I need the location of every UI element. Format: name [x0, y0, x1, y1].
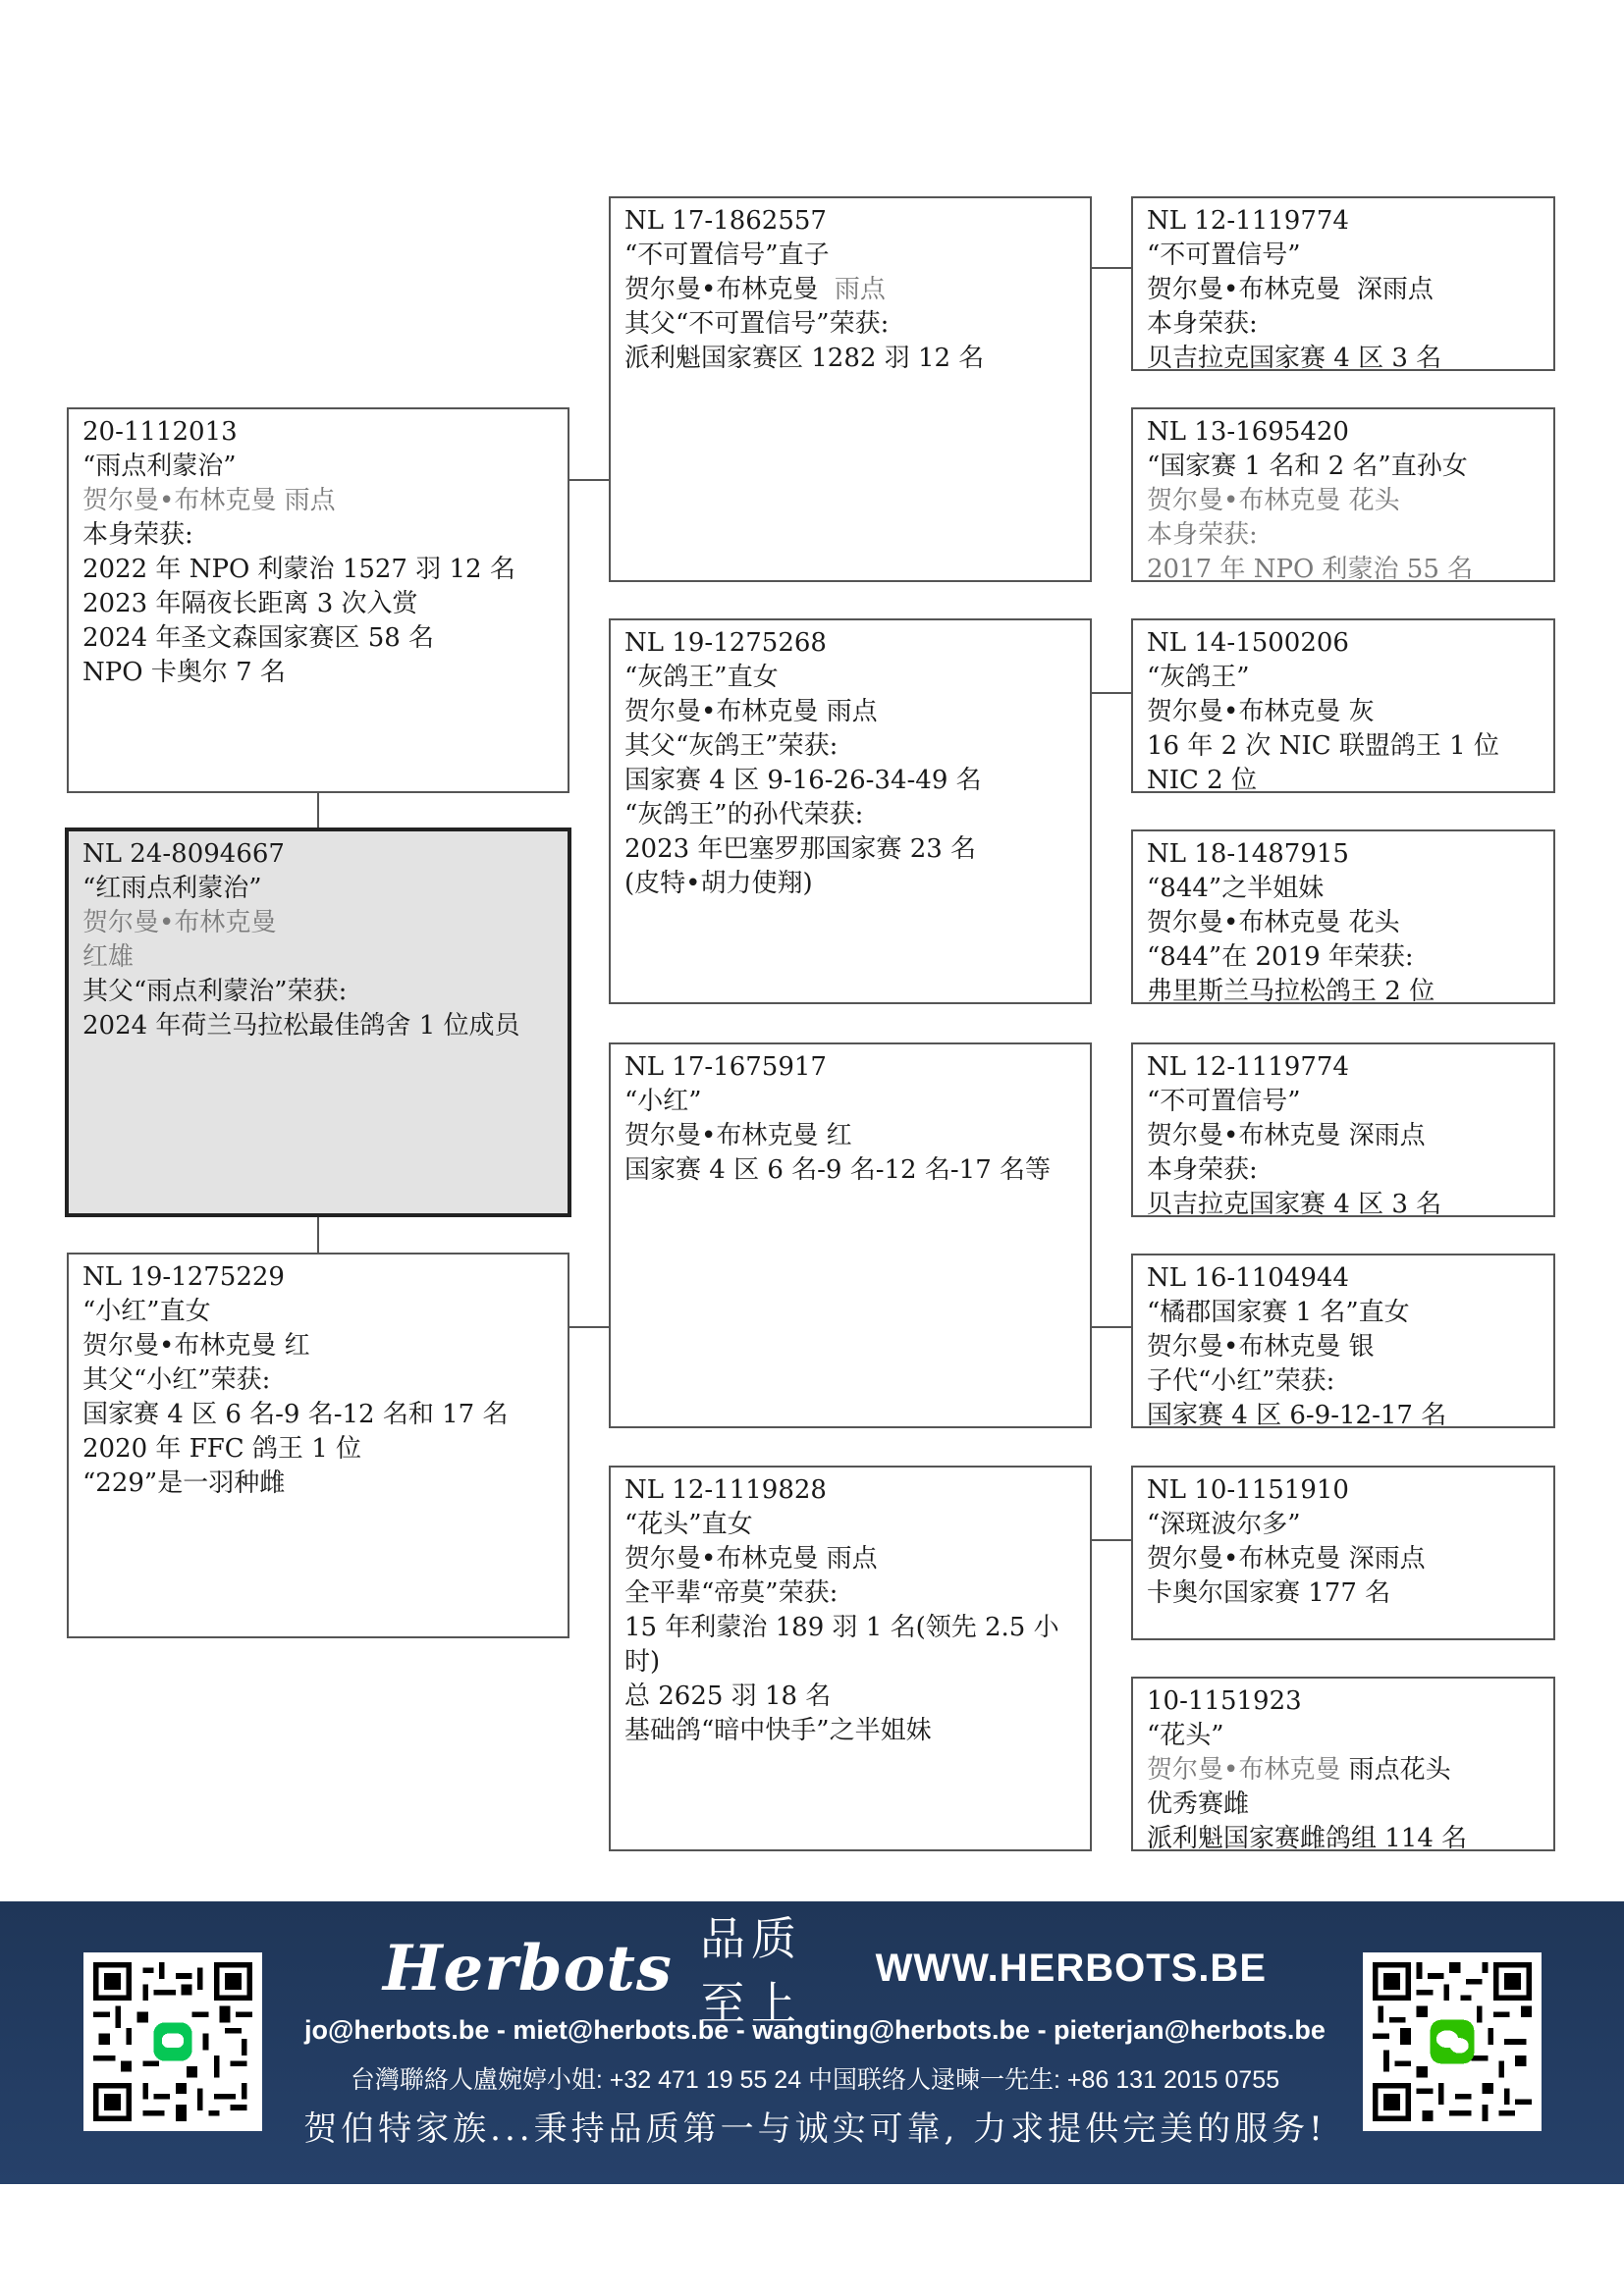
breeder: 贺尔曼•布林克曼	[624, 275, 819, 304]
achievement-line: NPO 卡奥尔 7 名	[82, 658, 286, 687]
ring-number: NL 19-1275229	[82, 1262, 285, 1292]
ring-number: NL 17-1862557	[624, 206, 827, 236]
achievement-line: 2024 年荷兰马拉松最佳鸽舍 1 位成员	[82, 1011, 520, 1041]
pigeon-name: “花头”直女	[624, 1510, 753, 1539]
breeder: 贺尔曼•布林克曼	[1147, 1544, 1341, 1574]
contact-phones: 台灣聯絡人盧婉婷小姐: +32 471 19 55 24 中国联络人逯暕一先生: +86 131 2015 0755	[350, 2066, 1280, 2094]
color: 红	[826, 1121, 852, 1150]
connector-gen3-2	[1092, 692, 1131, 694]
breeder-line	[1147, 1753, 1540, 1788]
breeder-line	[82, 484, 554, 518]
breeder: 贺尔曼•布林克曼	[624, 1121, 819, 1150]
connector-sire-gen3	[569, 479, 609, 481]
connector-gen3-1	[1092, 267, 1131, 269]
color: 红	[284, 1331, 310, 1361]
achievement-line: 全平辈“帝莫”荣获:	[624, 1578, 839, 1608]
breeder: 贺尔曼•布林克曼	[1147, 275, 1341, 304]
pedigree-ggp-card-4	[1131, 829, 1555, 1004]
breeder: 贺尔曼•布林克曼	[82, 1331, 277, 1361]
breeder: 贺尔曼•布林克曼	[1147, 486, 1341, 515]
breeder: 贺尔曼•布林克曼	[624, 697, 819, 726]
achievement-line: 本身荣获:	[82, 520, 193, 550]
color: 雨点	[826, 697, 878, 726]
pigeon-name: “花头”	[1147, 1721, 1224, 1750]
website-link[interactable]: WWW.HERBOTS.BE	[875, 1946, 1267, 1990]
pigeon-name: “国家赛 1 名和 2 名”直孙女	[1147, 452, 1468, 481]
breeder: 贺尔曼•布林克曼	[1147, 1121, 1341, 1150]
color: 银	[1348, 1332, 1375, 1362]
ring-number: NL 16-1104944	[1147, 1263, 1349, 1293]
ring-number: NL 12-1119774	[1147, 206, 1349, 236]
qr-code-icon	[1373, 1962, 1532, 2121]
breeder: 贺尔曼•布林克曼	[1147, 908, 1341, 937]
breeder: 贺尔曼•布林克曼	[82, 908, 277, 937]
pedigree-sire-dam-card	[609, 618, 1092, 1004]
breeder: 贺尔曼•布林克曼	[82, 486, 277, 515]
qr-code-icon	[93, 1962, 252, 2121]
achievement-line: NIC 2 位	[1147, 766, 1257, 793]
color: 灰	[1348, 697, 1375, 726]
pedigree-ggp-card-6	[1131, 1254, 1555, 1428]
achievement-line: 2023 年巴塞罗那国家赛 23 名	[624, 834, 977, 864]
breeder-line	[624, 695, 1076, 729]
pedigree-dam-card	[67, 1253, 569, 1638]
pedigree-ggp-card-8	[1131, 1677, 1555, 1851]
ring-number: NL 19-1275268	[624, 628, 827, 658]
brand-row	[383, 1912, 1267, 2030]
color: 花头	[1348, 486, 1400, 515]
breeder-line	[1147, 484, 1540, 518]
ring-number: NL 12-1119828	[624, 1475, 827, 1505]
breeder-line	[1147, 1542, 1540, 1576]
breeder-line	[1147, 906, 1540, 940]
achievement-line: 国家赛 4 区 6 名-9 名-12 名和 17 名	[82, 1400, 509, 1429]
pedigree-sire-card	[67, 407, 569, 793]
achievement-line: 贝吉拉克国家赛 4 区 3 名	[1147, 1190, 1442, 1217]
achievement-line: 2017 年 NPO 利蒙治 55 名	[1147, 555, 1474, 582]
ring-number: NL 14-1500206	[1147, 628, 1349, 658]
achievement-line: 优秀赛雌	[1147, 1789, 1250, 1819]
connector-sire-subject	[317, 793, 319, 830]
pedigree-ggp-card-2	[1131, 407, 1555, 582]
breeder-line	[1147, 695, 1540, 729]
achievement-line: “灰鸽王”的孙代荣获:	[624, 800, 864, 829]
pedigree-subject-card	[65, 828, 571, 1217]
pigeon-name: “小红”	[624, 1087, 702, 1116]
achievement-line: 其父“小红”荣获:	[82, 1365, 271, 1395]
pedigree-dam-dam-card	[609, 1466, 1092, 1851]
breeder-line	[1147, 273, 1540, 307]
achievement-line: 本身荣获:	[1147, 520, 1258, 550]
color: 雨点	[826, 1544, 878, 1574]
wechat-qr-code[interactable]	[1363, 1952, 1542, 2131]
breeder: 贺尔曼•布林克曼	[1147, 697, 1341, 726]
pigeon-name: “不可置信号”	[1147, 240, 1301, 270]
pigeon-name: “小红”直女	[82, 1297, 211, 1326]
achievement-line: 2024 年圣文森国家赛区 58 名	[82, 623, 435, 653]
pigeon-name: “不可置信号”	[1147, 1087, 1301, 1116]
breeder-line	[624, 1119, 1076, 1153]
ring-number: NL 12-1119774	[1147, 1052, 1349, 1082]
achievement-line: 2022 年 NPO 利蒙治 1527 羽 12 名	[82, 555, 515, 584]
pedigree-ggp-card-5	[1131, 1042, 1555, 1217]
achievement-line: 弗里斯兰马拉松鸽王 2 位	[1147, 977, 1435, 1004]
herbots-logo: Herbots	[383, 1931, 673, 2005]
connector-dam-gen3	[569, 1326, 609, 1328]
color: 深雨点	[1356, 275, 1434, 304]
achievement-line: 国家赛 4 区 6-9-12-17 名	[1147, 1401, 1447, 1428]
color: 深雨点	[1348, 1121, 1426, 1150]
achievement-line: (皮特•胡力使翔)	[624, 869, 813, 898]
color: 雨点	[834, 275, 886, 304]
breeder-line	[624, 273, 1076, 307]
breeder-line	[624, 1542, 1076, 1576]
breeder-line	[1147, 1119, 1540, 1153]
slogan: 品质至上	[699, 1912, 802, 2030]
breeder: 贺尔曼•布林克曼	[1147, 1755, 1341, 1785]
ring-number: 10-1151923	[1147, 1686, 1302, 1716]
achievement-line: 2023 年隔夜长距离 3 次入赏	[82, 589, 418, 618]
pigeon-name: “844”之半姐妹	[1147, 874, 1325, 903]
pigeon-name: “橘郡国家赛 1 名”直女	[1147, 1298, 1410, 1327]
achievement-line: 派利魁国家赛雌鸽组 114 名	[1147, 1824, 1468, 1851]
ring-number: NL 10-1151910	[1147, 1475, 1349, 1505]
achievement-line: “229”是一羽种雌	[82, 1468, 286, 1498]
achievement-line: 本身荣获:	[1147, 309, 1258, 339]
ring-number: NL 13-1695420	[1147, 417, 1349, 447]
pigeon-name: “灰鸽王”	[1147, 663, 1250, 692]
color: 雨点花头	[1348, 1755, 1451, 1785]
breeder-line	[1147, 1330, 1540, 1364]
pedigree-dam-sire-card	[609, 1042, 1092, 1428]
achievement-line: 子代“小红”荣获:	[1147, 1366, 1335, 1396]
achievement-line: 派利魁国家赛区 1282 羽 12 名	[624, 344, 985, 373]
achievement-line: 贝吉拉克国家赛 4 区 3 名	[1147, 344, 1442, 371]
pedigree-ggp-card-1	[1131, 196, 1555, 371]
achievement-line: 其父“灰鸽王”荣获:	[624, 731, 839, 761]
pedigree-sire-sire-card	[609, 196, 1092, 582]
footer-tagline: 贺伯特家族...秉持品质第一与诚实可靠, 力求提供完美的服务!	[303, 2109, 1326, 2149]
achievement-line: 国家赛 4 区 9-16-26-34-49 名	[624, 766, 982, 795]
achievement-line: 其父“不可置信号”荣获:	[624, 309, 890, 339]
achievement-line: 总 2625 羽 18 名	[624, 1682, 832, 1711]
email-list[interactable]: jo@herbots.be - miet@herbots.be - wangting@herbots.be - pieterjan@herbots.be	[304, 2015, 1326, 2045]
achievement-line: 2020 年 FFC 鸽王 1 位	[82, 1434, 362, 1464]
achievement-line: 其父“雨点利蒙治”荣获:	[82, 977, 348, 1006]
ring-number: 20-1112013	[82, 417, 238, 447]
color: 红雄	[82, 942, 135, 972]
color: 雨点	[284, 486, 336, 515]
ring-number: NL 18-1487915	[1147, 839, 1349, 869]
pigeon-name: “灰鸽王”直女	[624, 663, 779, 692]
connector-subject-dam	[317, 1217, 319, 1255]
ring-number: NL 17-1675917	[624, 1052, 827, 1082]
achievement-line: 基础鸽“暗中快手”之半姐妹	[624, 1716, 932, 1745]
achievement-line: 国家赛 4 区 6 名-9 名-12 名-17 名等	[624, 1155, 1052, 1185]
ring-number: NL 24-8094667	[82, 839, 285, 869]
achievement-line: 15 年利蒙治 189 羽 1 名(领先 2.5 小时)	[624, 1613, 1059, 1677]
color: 花头	[1348, 908, 1400, 937]
pigeon-name: “红雨点利蒙治”	[82, 874, 262, 903]
pigeon-name: “不可置信号”直子	[624, 240, 830, 270]
achievement-line: 16 年 2 次 NIC 联盟鸽王 1 位	[1147, 731, 1499, 761]
color: 深雨点	[1348, 1544, 1426, 1574]
pedigree-ggp-card-7	[1131, 1466, 1555, 1640]
breeder: 贺尔曼•布林克曼	[624, 1544, 819, 1574]
pigeon-name: “雨点利蒙治”	[82, 452, 237, 481]
connector-gen3-4	[1092, 1539, 1131, 1541]
achievement-line: “844”在 2019 年荣获:	[1147, 942, 1414, 972]
breeder-line	[82, 1329, 554, 1363]
connector-gen3-3	[1092, 1326, 1131, 1328]
pedigree-ggp-card-3	[1131, 618, 1555, 793]
footer-banner	[0, 1901, 1624, 2184]
breeder: 贺尔曼•布林克曼	[1147, 1332, 1341, 1362]
pigeon-name: “深斑波尔多”	[1147, 1510, 1301, 1539]
achievement-line: 卡奥尔国家赛 177 名	[1147, 1578, 1391, 1608]
line-qr-code[interactable]	[83, 1952, 262, 2131]
achievement-line: 本身荣获:	[1147, 1155, 1258, 1185]
